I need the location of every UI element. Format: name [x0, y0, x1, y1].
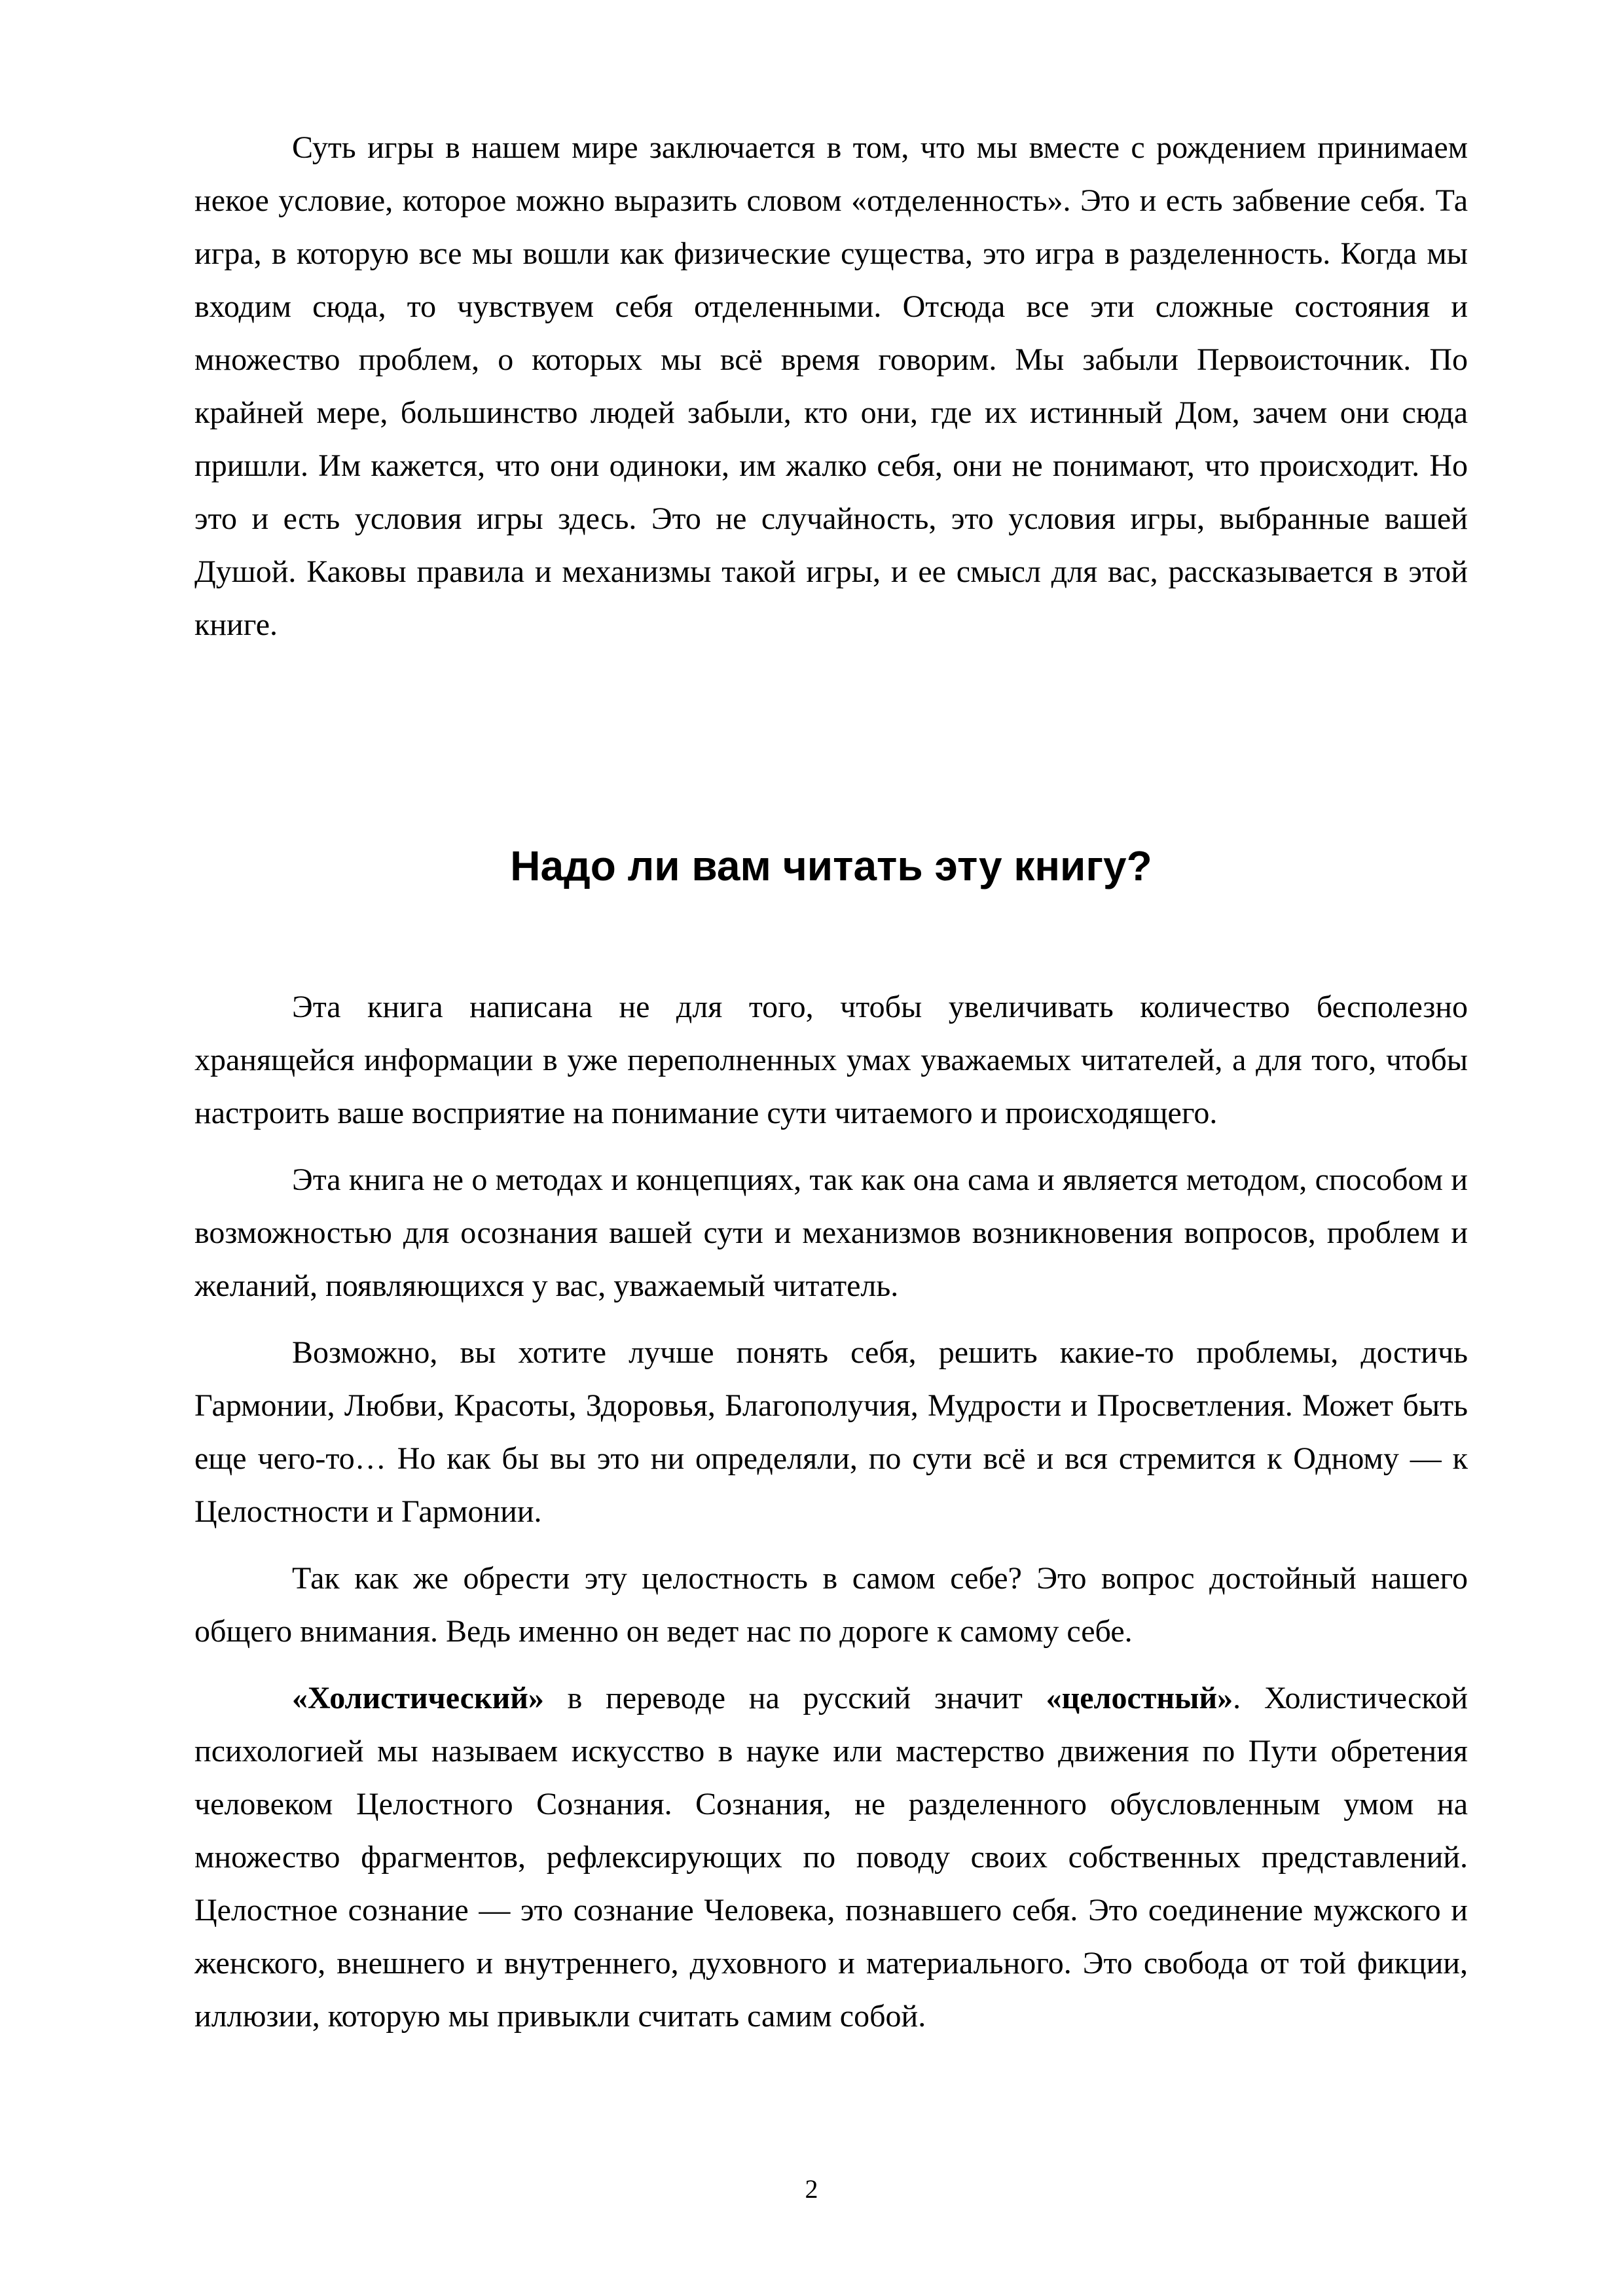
- intro-text-block: [194, 121, 1468, 651]
- section-heading: Надо ли вам читать эту книгу?: [510, 842, 1152, 889]
- page-number: 2: [805, 2174, 818, 2204]
- section-paragraph-2: Эта книга не о методах и концепциях, так как она сама и является методом, способом и возможностью для осознания вашей сути и механизмов возникновения вопросов, проблем и желаний, появляющихся у вас, уважаемый читатель.: [194, 1162, 1468, 1303]
- holistic-translation: «целостный»: [1046, 1681, 1233, 1715]
- intro-paragraph: Суть игры в нашем мире заключается в том, что мы вместе с рождением принимаем некое условие, которое можно выразить словом «отделенность». Это и есть забвение себя. Та игра, в которую все мы вошли как физические существа, это игра в разделенность. Когда мы входим сюда, то чувствуем себя отделенными. Отсюда все эти сложные состояния и множество проблем, о которых мы всё время говорим. Мы забыли Первоисточник. По крайней мере, большинство людей забыли, кто они, где их истинный Дом, зачем они сюда пришли. Им кажется, что они одиноки, им жалко себя, они не понимают, что происходит. Но это и есть условия игры здесь. Это не случайность, это условия игры, выбранные вашей Душой. Каковы правила и механизмы такой игры, и ее смысл для вас, рассказывается в этой книге.: [194, 130, 1468, 642]
- section-paragraph-1: Эта книга написана не для того, чтобы увеличивать количество бесполезно хранящейся информации в уже переполненных умах уважаемых читателей, а для того, чтобы настроить ваше восприятие на понимание сути читаемого и происходящего.: [194, 990, 1468, 1130]
- holistic-translation-phrase: в переводе на русский значит: [543, 1681, 1046, 1715]
- section-paragraph-5: [194, 1672, 1468, 2043]
- holistic-term: «Холистический»: [292, 1681, 544, 1715]
- holistic-definition: . Холистической психологией мы называем искусство в науке или мастерство движения по Пути обретения человеком Целостного Сознания. Сознания, не разделенного обусловленным умом на множество фрагментов, рефлексирующих по поводу своих собственных представлений. Целостное сознание — это сознание Человека, познавшего себя. Это соединение мужского и женского, внешнего и внутреннего, духовного и материального. Это свобода от той фикции, иллюзии, которую мы привыкли считать самим собой.: [194, 1681, 1468, 2034]
- section-text-block: [194, 980, 1468, 2043]
- section-paragraph-4: Так как же обрести эту целостность в самом себе? Это вопрос достойный нашего общего внимания. Ведь именно он ведет нас по дороге к самому себе.: [194, 1561, 1468, 1649]
- section-paragraph-3: Возможно, вы хотите лучше понять себя, решить какие-то проблемы, достичь Гармонии, Любви, Красоты, Здоровья, Благополучия, Мудрости и Просветления. Может быть еще чего-то… Но как бы вы это ни определяли, по сути всё и вся стремится к Одному — к Целостности и Гармонии.: [194, 1335, 1468, 1529]
